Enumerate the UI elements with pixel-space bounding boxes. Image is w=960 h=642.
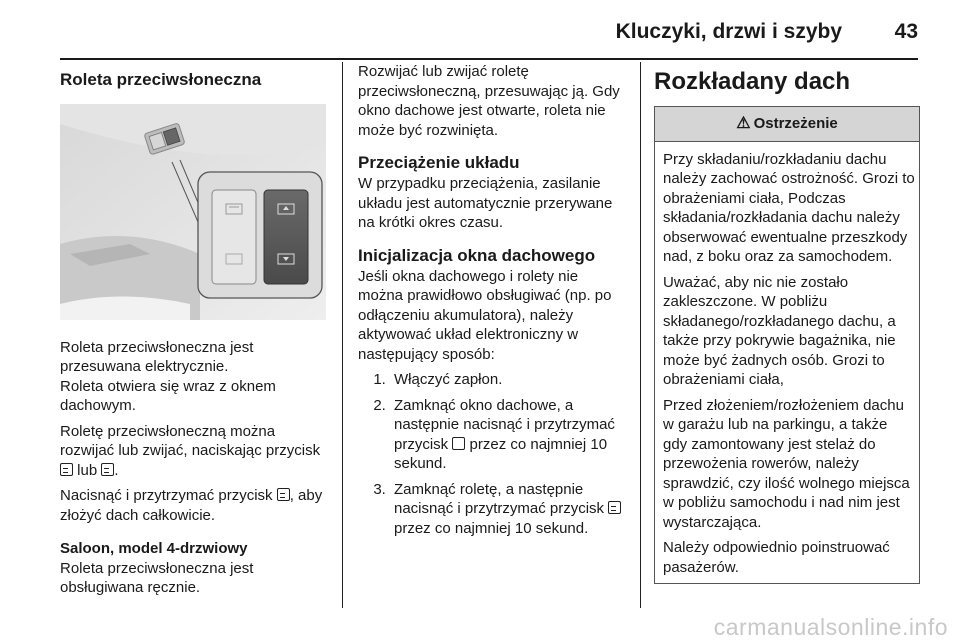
page-number: 43	[894, 20, 918, 43]
column-right	[654, 68, 920, 584]
warning-title: Ostrzeżenie	[753, 114, 838, 132]
list-item	[390, 396, 626, 474]
steps-list	[358, 370, 626, 538]
warning-triangle-icon: ⚠	[736, 114, 751, 132]
text: .	[114, 461, 119, 479]
text: lub	[73, 461, 102, 479]
switch-illustration-svg	[60, 104, 326, 320]
sunshade-switch-illustration	[60, 104, 326, 320]
section-heading: Rozkładany dach	[654, 68, 851, 95]
list-item	[390, 480, 626, 539]
sunshade-open-icon	[101, 463, 114, 476]
warning-box	[654, 106, 920, 585]
sunshade-close-icon	[60, 463, 73, 476]
page-header	[0, 0, 960, 60]
paragraph	[60, 486, 332, 525]
paragraph: Uważać, aby nic nie zostało zakleszczone. W pobliżu składanego/rozkładanego dachu, a także przy pokrywie bagażnika, nie może być żadnych osób. Grozi to obrażeniami ciała,	[663, 273, 896, 388]
column-divider	[640, 62, 641, 608]
text: , aby złożyć dach całkowicie.	[60, 487, 323, 524]
warning-body	[655, 142, 919, 584]
column-divider	[342, 62, 343, 608]
sunroof-button-icon	[452, 437, 465, 450]
column-left	[60, 70, 332, 604]
section-heading: Inicjalizacja okna dachowego	[358, 245, 596, 265]
section-heading: Przeciążenie układu	[358, 153, 520, 172]
header-rule	[60, 58, 918, 60]
paragraph: Roleta otwiera się wraz z oknem dachowym.	[60, 377, 276, 414]
warning-header	[655, 107, 919, 142]
text: Nacisnąć i przytrzymać przycisk	[60, 487, 277, 504]
sunshade-close-icon	[277, 488, 290, 501]
text: przez co najmniej 10 sekund.	[394, 435, 608, 472]
section-heading: Roleta przeciwsłoneczna	[60, 70, 262, 89]
header-title: Kluczyki, drzwi i szyby	[615, 20, 842, 43]
paragraph: Jeśli okna dachowego i rolety nie można prawidłowo obsługiwać (np. po odłączeniu akumulatora), należy aktywować układ elektroniczny w następujący sposób:	[358, 267, 612, 363]
paragraph: Przed złożeniem/rozłożeniem dachu w garażu lub na parkingu, a także gdy zamontowany jest stelaż do przewożenia rowerów, należy sprawdzić, czy ilość wolnego miejsca w pobliżu samochodu i nad nim jest wystarczająca.	[663, 396, 910, 531]
list-item: 1. Włączyć zapłon.	[390, 370, 626, 390]
text: Roletę przeciwsłoneczną można rozwijać lub zwijać, naciskając przycisk	[60, 422, 321, 459]
paragraph: Należy odpowiednio poinstruować pasażerów.	[663, 539, 890, 576]
watermark: carmanualsonline.info	[713, 614, 948, 640]
sunshade-close-icon	[608, 501, 621, 514]
paragraph: Roleta przeciwsłoneczna jest przesuwana elektrycznie.	[60, 338, 254, 375]
text: przez co najmniej 10 sekund.	[394, 519, 589, 537]
paragraph	[60, 422, 332, 481]
paragraph: Rozwijać lub zwijać roletę przeciwsłoneczną, przesuwając ją. Gdy okno dachowe jest otwarte, roleta nie może być rozwinięta.	[358, 63, 620, 139]
text: Zamknąć okno dachowe, a następnie nacisnąć i przytrzymać przycisk	[394, 396, 615, 453]
column-middle	[358, 62, 626, 544]
paragraph: W przypadku przeciążenia, zasilanie układu jest automatycznie przerywane na krótki okres czasu.	[358, 175, 613, 231]
text: Zamknąć roletę, a następnie nacisnąć i przytrzymać przycisk	[394, 480, 609, 517]
subheading: Saloon, model 4-drzwiowy	[60, 540, 248, 557]
paragraph: Roleta przeciwsłoneczna jest obsługiwana ręcznie.	[60, 559, 254, 596]
paragraph: Przy składaniu/rozkładaniu dachu należy zachować ostrożność. Grozi to obrażeniami ciała, Podczas składania/rozkładania dachu należy obserwować ewentualne przeszkody nad, z boku oraz za samochodem.	[663, 150, 915, 265]
